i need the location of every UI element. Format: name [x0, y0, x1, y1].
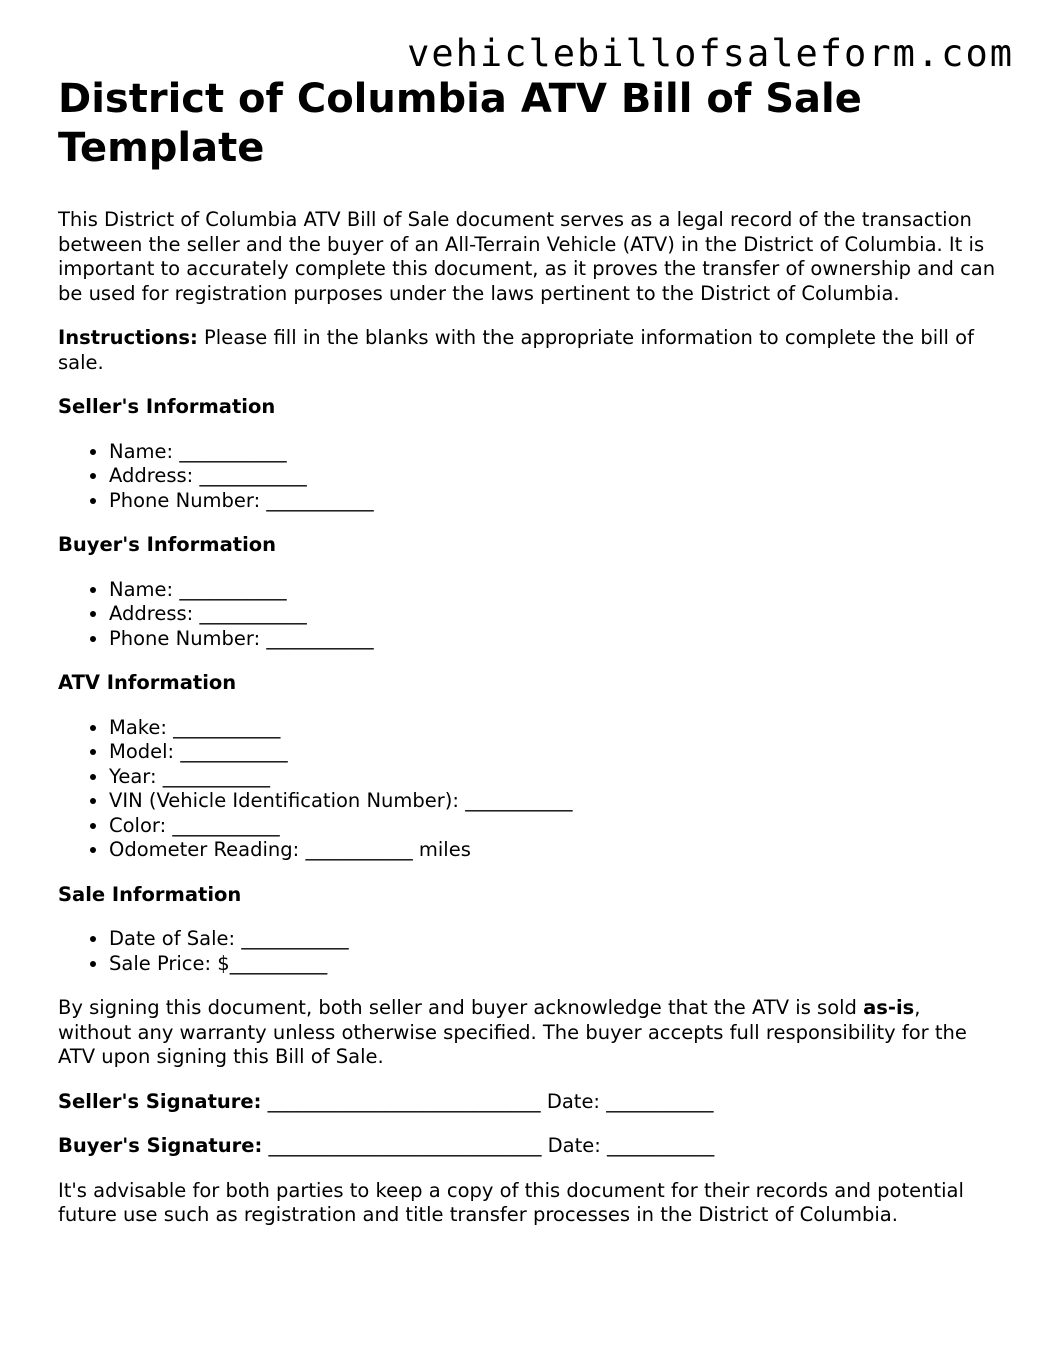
seller-address-label: Address:: [109, 464, 200, 487]
instructions-text: Please fill in the blanks with the appropriate information to complete the bill of sale.: [58, 326, 974, 374]
atv-make-item: [109, 716, 998, 741]
buyer-address-blank[interactable]: ___________: [199, 602, 307, 625]
sale-fields: [58, 927, 998, 976]
atv-odometer-label: Odometer Reading:: [109, 838, 306, 861]
seller-address-item: [109, 464, 998, 489]
seller-signature-label: Seller's Signature:: [58, 1089, 262, 1113]
buyer-date-blank[interactable]: ___________: [607, 1134, 715, 1157]
atv-vin-blank[interactable]: ___________: [465, 789, 573, 812]
buyer-name-label: Name:: [109, 577, 180, 601]
seller-date-blank[interactable]: ___________: [606, 1089, 714, 1113]
atv-model-blank[interactable]: ___________: [180, 740, 288, 763]
seller-phone-blank[interactable]: ___________: [266, 488, 374, 512]
seller-signature-blank[interactable]: ____________________________: [261, 1089, 547, 1113]
seller-address-blank[interactable]: ___________: [199, 464, 307, 487]
atv-year-blank[interactable]: ___________: [162, 764, 270, 788]
buyer-heading: Buyer's Information: [58, 533, 277, 556]
sale-date-item: [109, 927, 998, 952]
buyer-signature-label: Buyer's Signature:: [58, 1134, 263, 1157]
atv-make-blank[interactable]: ___________: [173, 715, 281, 739]
sale-date-blank[interactable]: ___________: [241, 927, 349, 950]
atv-year-item: [109, 765, 998, 790]
sale-price-blank[interactable]: __________: [229, 951, 328, 975]
as-is-text-after: , without any warranty unless otherwise specified. The buyer accepts full responsibility for the ATV upon signing this Bill of Sale.: [58, 996, 967, 1068]
atv-model-label: Model:: [109, 740, 181, 763]
buyer-address-label: Address:: [109, 602, 200, 625]
instructions-paragraph: [58, 326, 998, 375]
seller-name-blank[interactable]: ___________: [179, 439, 287, 463]
seller-name-item: [109, 440, 998, 465]
seller-phone-item: [109, 489, 998, 514]
seller-fields: [58, 440, 998, 514]
buyer-phone-blank[interactable]: ___________: [266, 626, 374, 650]
intro-paragraph: This District of Columbia ATV Bill of Sale document serves as a legal record of the transaction between the seller and the buyer of an All-Terrain Vehicle (ATV) in the District of Columbia. It is important to accurately complete this document, as it proves the transfer of ownership and can be used for registration purposes under the laws pertinent to the District of Columbia.: [58, 208, 996, 305]
atv-odometer-blank[interactable]: ___________: [305, 838, 413, 861]
seller-phone-label: Phone Number:: [109, 488, 267, 512]
sale-date-label: Date of Sale:: [109, 927, 242, 950]
seller-heading: Seller's Information: [58, 395, 276, 418]
atv-color-label: Color:: [109, 813, 173, 837]
buyer-phone-item: [109, 627, 998, 652]
seller-name-label: Name:: [109, 439, 180, 463]
closing-paragraph: It's advisable for both parties to keep a copy of this document for their records and potential future use such as registration and title transfer processes in the District of Columbia.: [58, 1178, 964, 1226]
seller-date-label: Date:: [546, 1089, 607, 1113]
atv-fields: [58, 716, 998, 863]
atv-color-item: [109, 814, 998, 839]
buyer-name-item: [109, 578, 998, 603]
atv-make-label: Make:: [109, 715, 174, 739]
instructions-label: Instructions:: [58, 326, 198, 349]
site-watermark: vehiclebillofsaleform.com: [407, 32, 1014, 75]
buyer-signature-line: [58, 1134, 998, 1159]
atv-year-label: Year:: [109, 764, 163, 788]
document-body: [58, 75, 998, 1248]
buyer-address-item: [109, 602, 998, 627]
buyer-phone-label: Phone Number:: [109, 626, 267, 650]
atv-model-item: [109, 740, 998, 765]
atv-vin-label: VIN (Vehicle Identification Number):: [109, 789, 466, 812]
atv-odometer-item: [109, 838, 998, 863]
page-title: District of Columbia ATV Bill of Sale Template: [58, 76, 862, 171]
as-is-text-before: By signing this document, both seller and buyer acknowledge that the ATV is sold: [58, 996, 864, 1019]
sale-heading: Sale Information: [58, 882, 242, 906]
atv-odometer-unit: miles: [412, 838, 471, 861]
as-is-emphasis: as-is: [863, 996, 915, 1019]
as-is-paragraph: [58, 996, 998, 1070]
sale-price-item: [109, 952, 998, 977]
atv-color-blank[interactable]: ___________: [172, 813, 280, 837]
seller-signature-line: [58, 1090, 998, 1115]
buyer-signature-blank[interactable]: ____________________________: [262, 1134, 548, 1157]
atv-vin-item: [109, 789, 998, 814]
buyer-fields: [58, 578, 998, 652]
buyer-date-label: Date:: [547, 1134, 608, 1157]
atv-heading: ATV Information: [58, 671, 237, 694]
buyer-name-blank[interactable]: ___________: [179, 577, 287, 601]
sale-price-label: Sale Price: $: [109, 951, 230, 975]
